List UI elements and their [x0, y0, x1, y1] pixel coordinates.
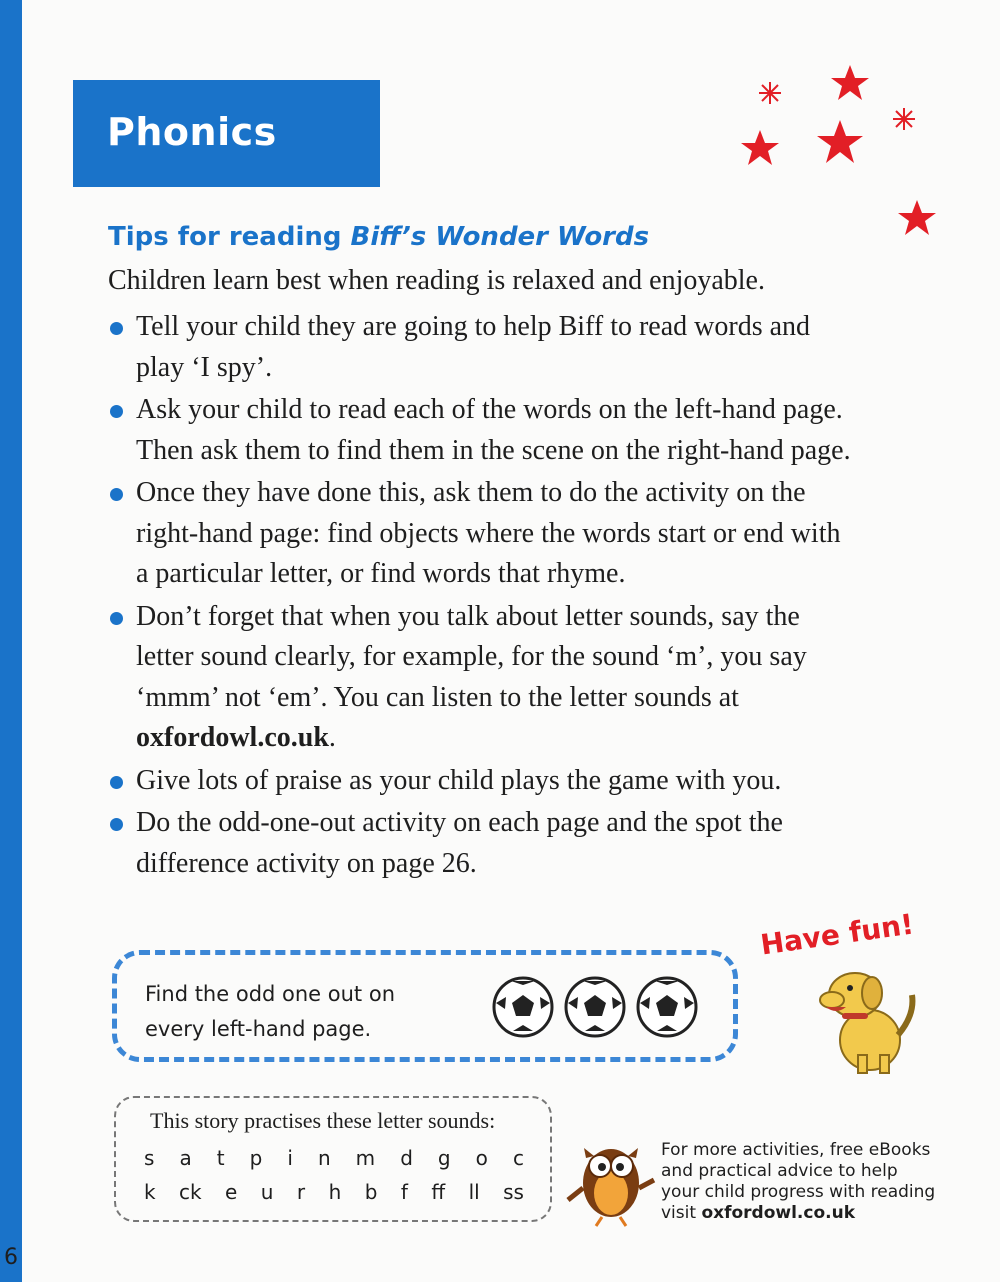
list-item: Once they have done this, ask them to do the activity on the right-hand page: find objects where the words start or end with a particular letter, or find words that rhyme. — [108, 473, 858, 595]
letter-sound: b — [364, 1180, 378, 1204]
bullet-dot — [110, 776, 123, 789]
letter-sound: s — [144, 1146, 155, 1170]
page-title: Phonics — [107, 110, 277, 154]
bullet-dot — [110, 405, 123, 418]
letter-sound: r — [296, 1180, 306, 1204]
letter-sounds-box — [114, 1096, 552, 1222]
letter-sound: k — [144, 1180, 156, 1204]
letter-sound: h — [328, 1180, 342, 1204]
tips-heading-book-title: Biff’s Wonder Words — [350, 222, 650, 252]
football-icon — [566, 978, 624, 1036]
letter-sound: d — [400, 1146, 413, 1170]
letter-sound: i — [287, 1146, 293, 1170]
star-icon — [817, 120, 863, 163]
bullet-dot — [110, 488, 123, 501]
sparkle-icon — [759, 82, 781, 104]
letter-sound: ss — [503, 1180, 524, 1204]
letter-sound: f — [400, 1180, 408, 1204]
letter-sound: ff — [431, 1180, 446, 1204]
letter-sound: n — [317, 1146, 331, 1170]
letter-sound: ck — [179, 1180, 202, 1204]
letter-sounds-title: This story practises these letter sounds: — [150, 1108, 496, 1133]
football-icon — [494, 978, 552, 1036]
oxfordowl-link[interactable]: oxfordowl.co.uk — [136, 722, 329, 753]
list-item: Do the odd-one-out activity on each page and the spot the difference activity on page 26. — [108, 803, 858, 884]
sparkle-icon — [893, 108, 915, 130]
letter-sounds-row — [144, 1180, 524, 1204]
star-icon — [831, 65, 869, 100]
list-item: Don’t forget that when you talk about letter sounds, say the letter sound clearly, for example, for the sound ‘m’, you say ‘mmm’ not ‘em’. You can listen to the letter sounds at oxfordowl.co.uk. — [108, 597, 858, 759]
letter-sound: m — [355, 1146, 376, 1170]
odd-one-out-callout — [112, 950, 738, 1062]
letter-sound: e — [225, 1180, 238, 1204]
letter-sound: g — [437, 1146, 451, 1170]
odd-one-out-text: Find the odd one out on every left-hand page. — [145, 982, 396, 1041]
football-icon — [638, 978, 696, 1036]
owl-illustration — [566, 1128, 656, 1228]
page-number: 6 — [4, 1245, 18, 1270]
letter-sound: o — [475, 1146, 488, 1170]
decorative-stars — [730, 60, 950, 250]
letter-sounds-row — [144, 1146, 524, 1170]
letter-sound: u — [260, 1180, 274, 1204]
star-icon — [741, 130, 779, 165]
letter-sound: t — [216, 1146, 225, 1170]
have-fun-caption: Have fun! — [758, 907, 916, 962]
dog-illustration — [800, 955, 930, 1075]
letter-sound: p — [249, 1146, 263, 1170]
oxfordowl-footer-link[interactable]: oxfordowl.co.uk — [701, 1203, 856, 1223]
intro-paragraph: Children learn best when reading is relaxed and enjoyable. — [108, 265, 765, 296]
letter-sound: c — [512, 1146, 524, 1170]
bullet-dot — [110, 818, 123, 831]
section-title-box — [73, 80, 380, 187]
tips-heading-prefix: Tips for reading — [108, 222, 351, 252]
list-item: Ask your child to read each of the words on the left-hand page. Then ask them to find them in the scene on the right-hand page. — [108, 390, 858, 471]
letter-sound: ll — [468, 1180, 480, 1204]
list-item: Give lots of praise as your child plays the game with you. — [108, 761, 858, 802]
footballs-group — [491, 975, 701, 1040]
bullet-dot — [110, 612, 123, 625]
more-info-text: For more activities, free eBooks and practical advice to help your child progress with reading visit oxfordowl.co.uk — [661, 1140, 936, 1223]
left-edge-stripe — [0, 0, 22, 1282]
list-item: Tell your child they are going to help Biff to read words and play ‘I spy’. — [108, 307, 858, 388]
star-icon — [898, 200, 936, 235]
letter-sound: a — [179, 1146, 192, 1170]
bullet-dot — [110, 322, 123, 335]
tips-list — [108, 307, 858, 886]
tips-heading — [108, 222, 649, 252]
